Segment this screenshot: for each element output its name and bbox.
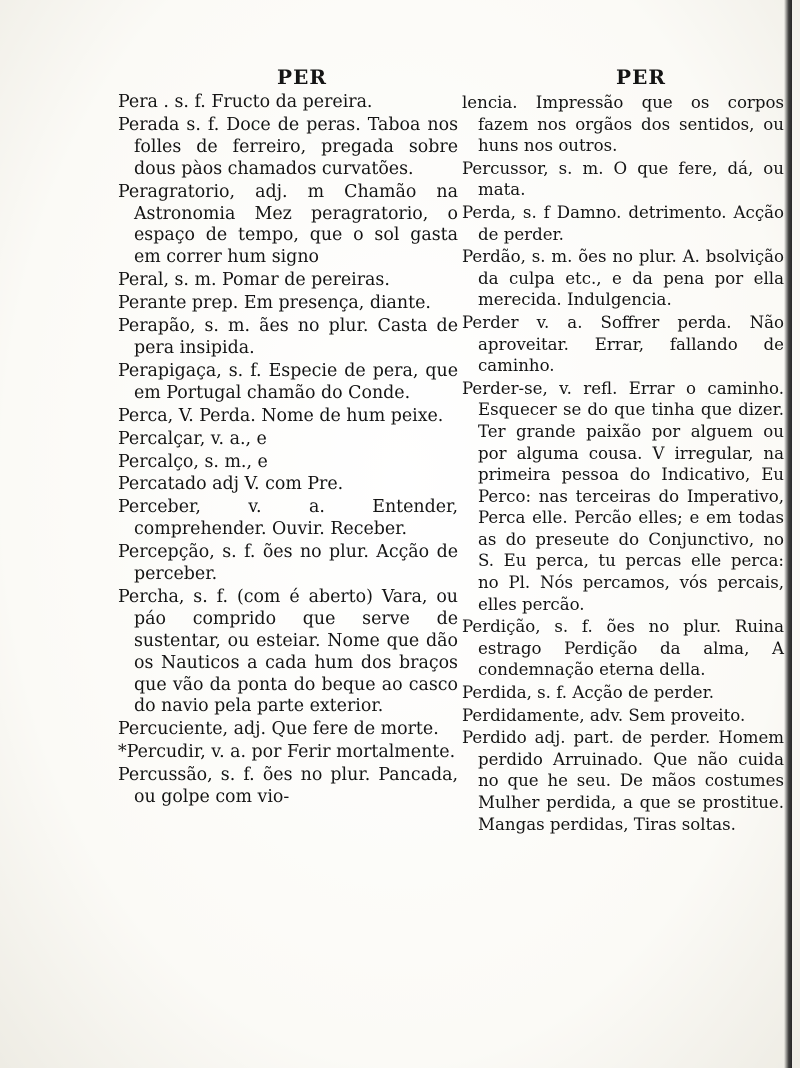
entry-perdidamente: Perdidamente, adv. Sem proveito. <box>462 705 746 725</box>
entry-perante: Perante prep. Em presença, diante. <box>118 293 431 314</box>
right-column <box>462 62 784 836</box>
entry-perder-se: Perder-se, v. refl. Errar o caminho. Esquecer se do que tinha que dizer. Ter grande paixão por alguem ou por alguma cousa. V irregular, na primeira pessoa do Indicativo, Eu Perco: nas terceiras do Imperativo, Perca elle. Percão elles; e em todas as do preseute do Conjunctivo, no S. Eu perca, tu percas elle perca: no Pl. Nós percamos, vós percais, elles percão. <box>462 378 784 614</box>
entry-percha: Percha, s. f. (com é aberto) Vara, ou páo comprido que serve de sustentar, ou esteiar. Nome que dão os Nauticos a cada hum dos braços que vão da ponta do beque ao casco do navio pela parte exterior. <box>118 586 458 717</box>
entry-peragratorio: Peragratorio, adj. m Chamão na Astronomia Mez peragratorio, o espaço de tempo, que o sol gasta em correr hum signo <box>118 181 458 268</box>
entry-perder: Perder v. a. Soffrer perda. Não aproveitar. Errar, fallando de caminho. <box>462 312 784 376</box>
entry-percepcao: Percepção, s. f. ões no plur. Acção de perceber. <box>118 542 458 585</box>
entry-perapigaca: Perapigaça, s. f. Especie de pera, que em Portugal chamão do Conde. <box>118 360 458 403</box>
entry-pera: Pera . s. f. Fructo da pereira. <box>118 92 373 112</box>
entry-perada: Perada s. f. Doce de peras. Taboa nos folles de ferreiro, pregada sobre dous pàos chamados curvatões. <box>118 114 458 179</box>
entry-peral: Peral, s. m. Pomar de pereiras. <box>118 270 390 291</box>
entry-perda: Perda, s. f Damno. detrimento. Acção de perder. <box>462 202 784 244</box>
entry-percatado: Percatado adj V. com Pre. <box>118 474 344 495</box>
left-running-head: PER <box>277 65 327 89</box>
entry-percuciente: Percuciente, adj. Que fere de morte. <box>118 719 439 740</box>
entry-perdida: Perdida, s. f. Acção de perder. <box>462 683 714 703</box>
entry-perca: Perca, V. Perda. Nome de hum peixe. <box>118 405 444 426</box>
entry-perceber: Perceber, v. a. Entender, comprehender. Ouvir. Receber. <box>118 497 458 540</box>
entry-percudir: *Percudir, v. a. por Ferir mortalmente. <box>118 742 456 763</box>
entry-percussor: Percussor, s. m. O que fere, dá, ou mata. <box>462 158 784 200</box>
entry-percalcar: Percalçar, v. a., e <box>118 428 267 449</box>
entry-perdicao: Perdição, s. f. ões no plur. Ruina estrago Perdição da alma, A condemnação eterna della. <box>462 617 784 680</box>
entry-percalco: Percalço, s. m., e <box>118 451 268 472</box>
left-column <box>118 62 458 810</box>
entry-perapao: Perapão, s. m. ães no plur. Casta de pera insipida. <box>118 316 458 358</box>
right-running-head: PER <box>616 65 666 89</box>
entry-perdao: Perdão, s. m. ões no plur. A. bsolvição da culpa etc., e da pena por ella merecida. Indulgencia. <box>462 247 784 310</box>
page-edge-shadow <box>784 0 792 1068</box>
entry-percussao: Percussão, s. f. ões no plur. Pancada, ou golpe com vio- <box>118 765 458 808</box>
entry-percussao-continued: lencia. Impressão que os corpos fazem nos orgãos dos sentidos, ou huns nos outros. <box>462 93 784 156</box>
entry-perdido: Perdido adj. part. de perder. Homem perdido Arruinado. Que não cuida no que he seu. De mãos costumes Mulher perdida, a que se prostitue. Mangas perdidas, Tiras soltas. <box>462 728 784 834</box>
